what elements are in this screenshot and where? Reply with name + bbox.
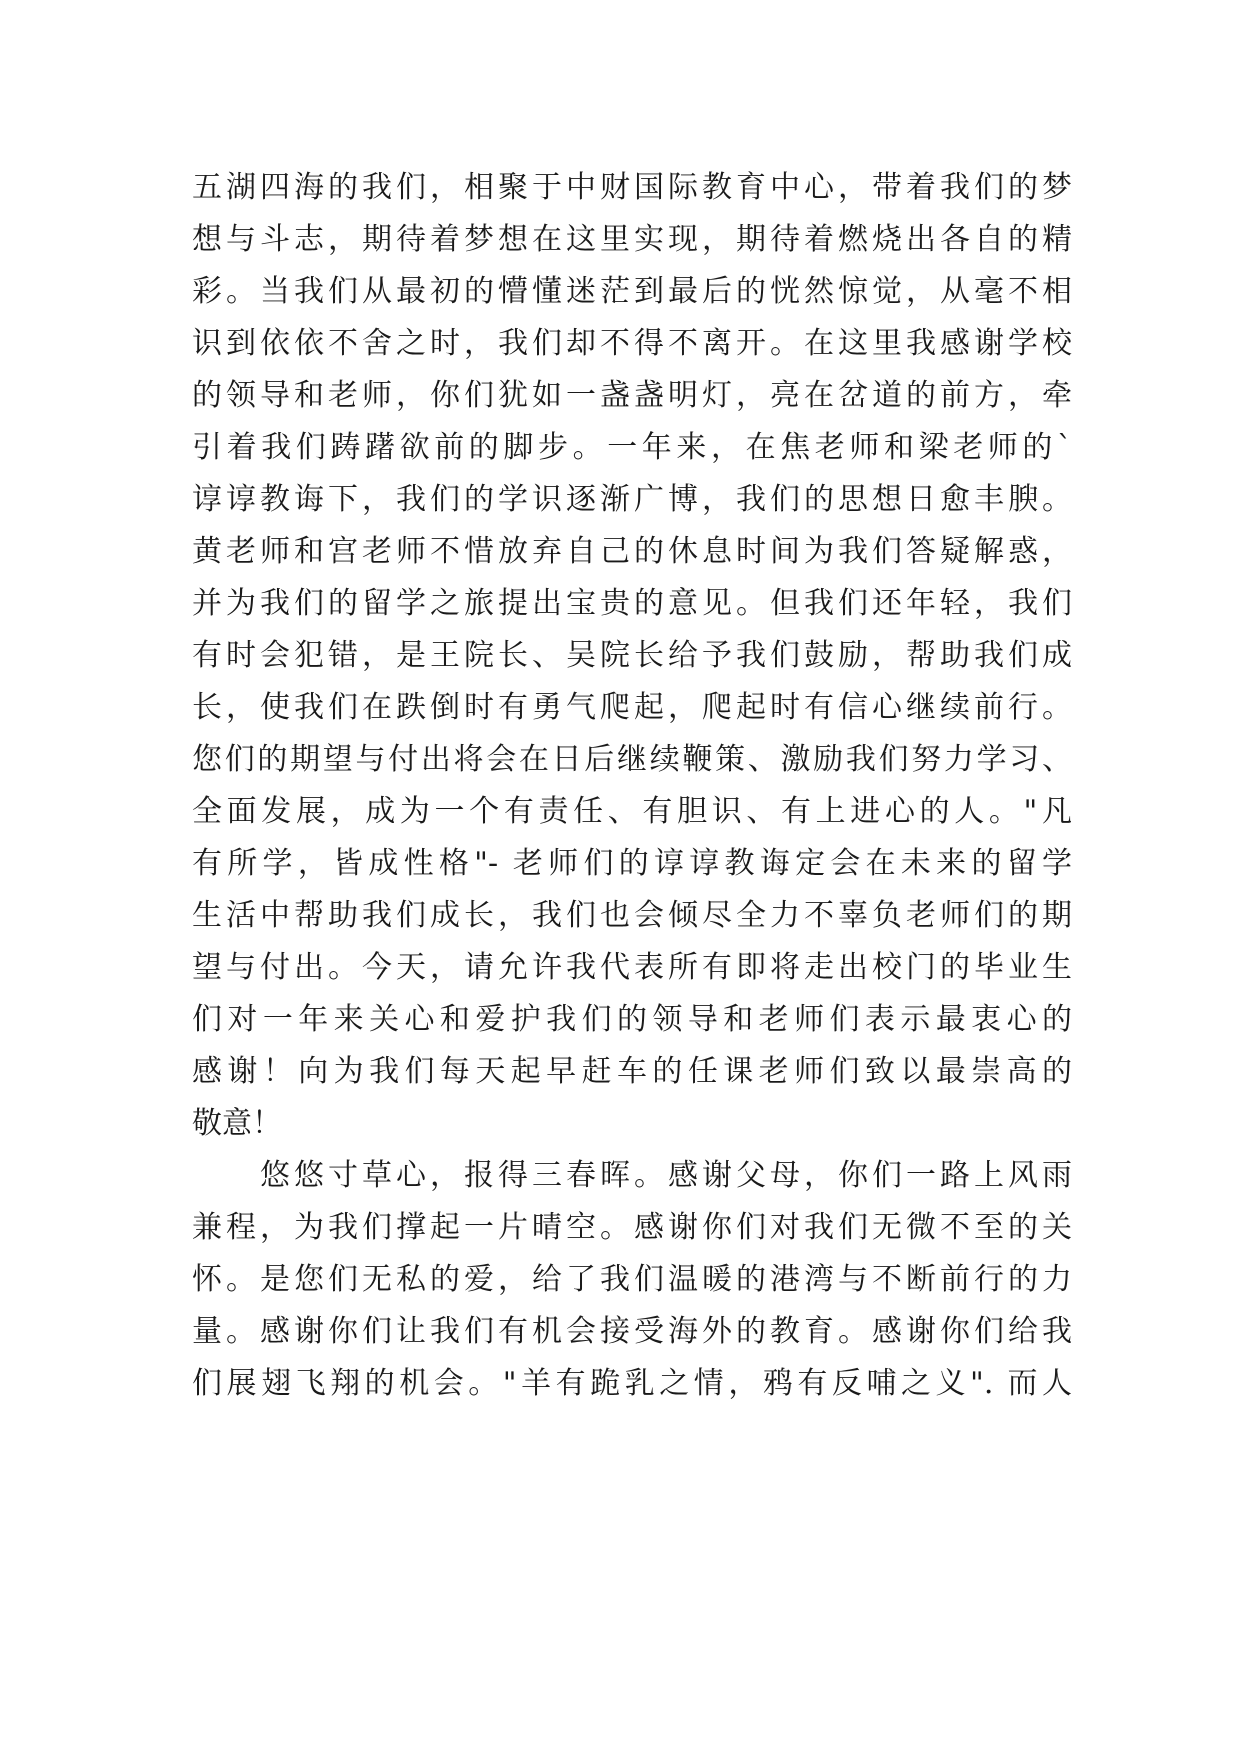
text-line: 彩。当我们从最初的懵懂迷茫到最后的恍然惊觉，从毫不相	[192, 274, 1072, 309]
text-line: 谆谆教诲下，我们的学识逐渐广博，我们的思想日愈丰腴。	[192, 482, 1072, 517]
text-line: 全面发展，成为一个有责任、有胆识、有上进心的人。"凡	[192, 794, 1072, 829]
text-line: 引着我们踌躇欲前的脚步。一年来，在焦老师和梁老师的`	[192, 430, 1072, 465]
text-line: 有时会犯错，是王院长、吴院长给予我们鼓励，帮助我们成	[192, 638, 1072, 673]
text-line: 并为我们的留学之旅提出宝贵的意见。但我们还年轻，我们	[192, 586, 1072, 621]
text-line: 长，使我们在跌倒时有勇气爬起，爬起时有信心继续前行。	[192, 690, 1072, 725]
text-line: 们对一年来关心和爱护我们的领导和老师们表示最衷心的	[192, 1002, 1072, 1037]
text-line: 敬意！	[192, 1106, 282, 1141]
text-line: 望与付出。今天，请允许我代表所有即将走出校门的毕业生	[192, 950, 1072, 985]
text-line: 怀。是您们无私的爱，给了我们温暖的港湾与不断前行的力	[192, 1262, 1072, 1297]
text-line: 的领导和老师，你们犹如一盏盏明灯，亮在岔道的前方，牵	[192, 378, 1072, 413]
text-line: 黄老师和宫老师不惜放弃自己的休息时间为我们答疑解惑，	[192, 534, 1072, 569]
text-line: 您们的期望与付出将会在日后继续鞭策、激励我们努力学习、	[192, 742, 1072, 777]
text-line: 兼程，为我们撑起一片晴空。感谢你们对我们无微不至的关	[192, 1210, 1072, 1245]
text-line: 有所学，皆成性格"- 老师们的谆谆教诲定会在未来的留学	[192, 846, 1072, 881]
document-body	[192, 162, 1072, 1410]
text-line: 想与斗志，期待着梦想在这里实现，期待着燃烧出各自的精	[192, 222, 1072, 257]
text-line: 悠悠寸草心，报得三春晖。感谢父母，你们一路上风雨	[192, 1158, 1072, 1193]
text-line: 量。感谢你们让我们有机会接受海外的教育。感谢你们给我	[192, 1314, 1072, 1349]
text-line: 识到依依不舍之时，我们却不得不离开。在这里我感谢学校	[192, 326, 1072, 361]
text-line: 们展翅飞翔的机会。"羊有跪乳之情，鸦有反哺之义". 而人	[192, 1366, 1072, 1401]
text-line: 感谢！向为我们每天起早赶车的任课老师们致以最崇高的	[192, 1054, 1072, 1089]
text-line: 五湖四海的我们，相聚于中财国际教育中心，带着我们的梦	[192, 170, 1072, 205]
text-line: 生活中帮助我们成长，我们也会倾尽全力不辜负老师们的期	[192, 898, 1072, 933]
